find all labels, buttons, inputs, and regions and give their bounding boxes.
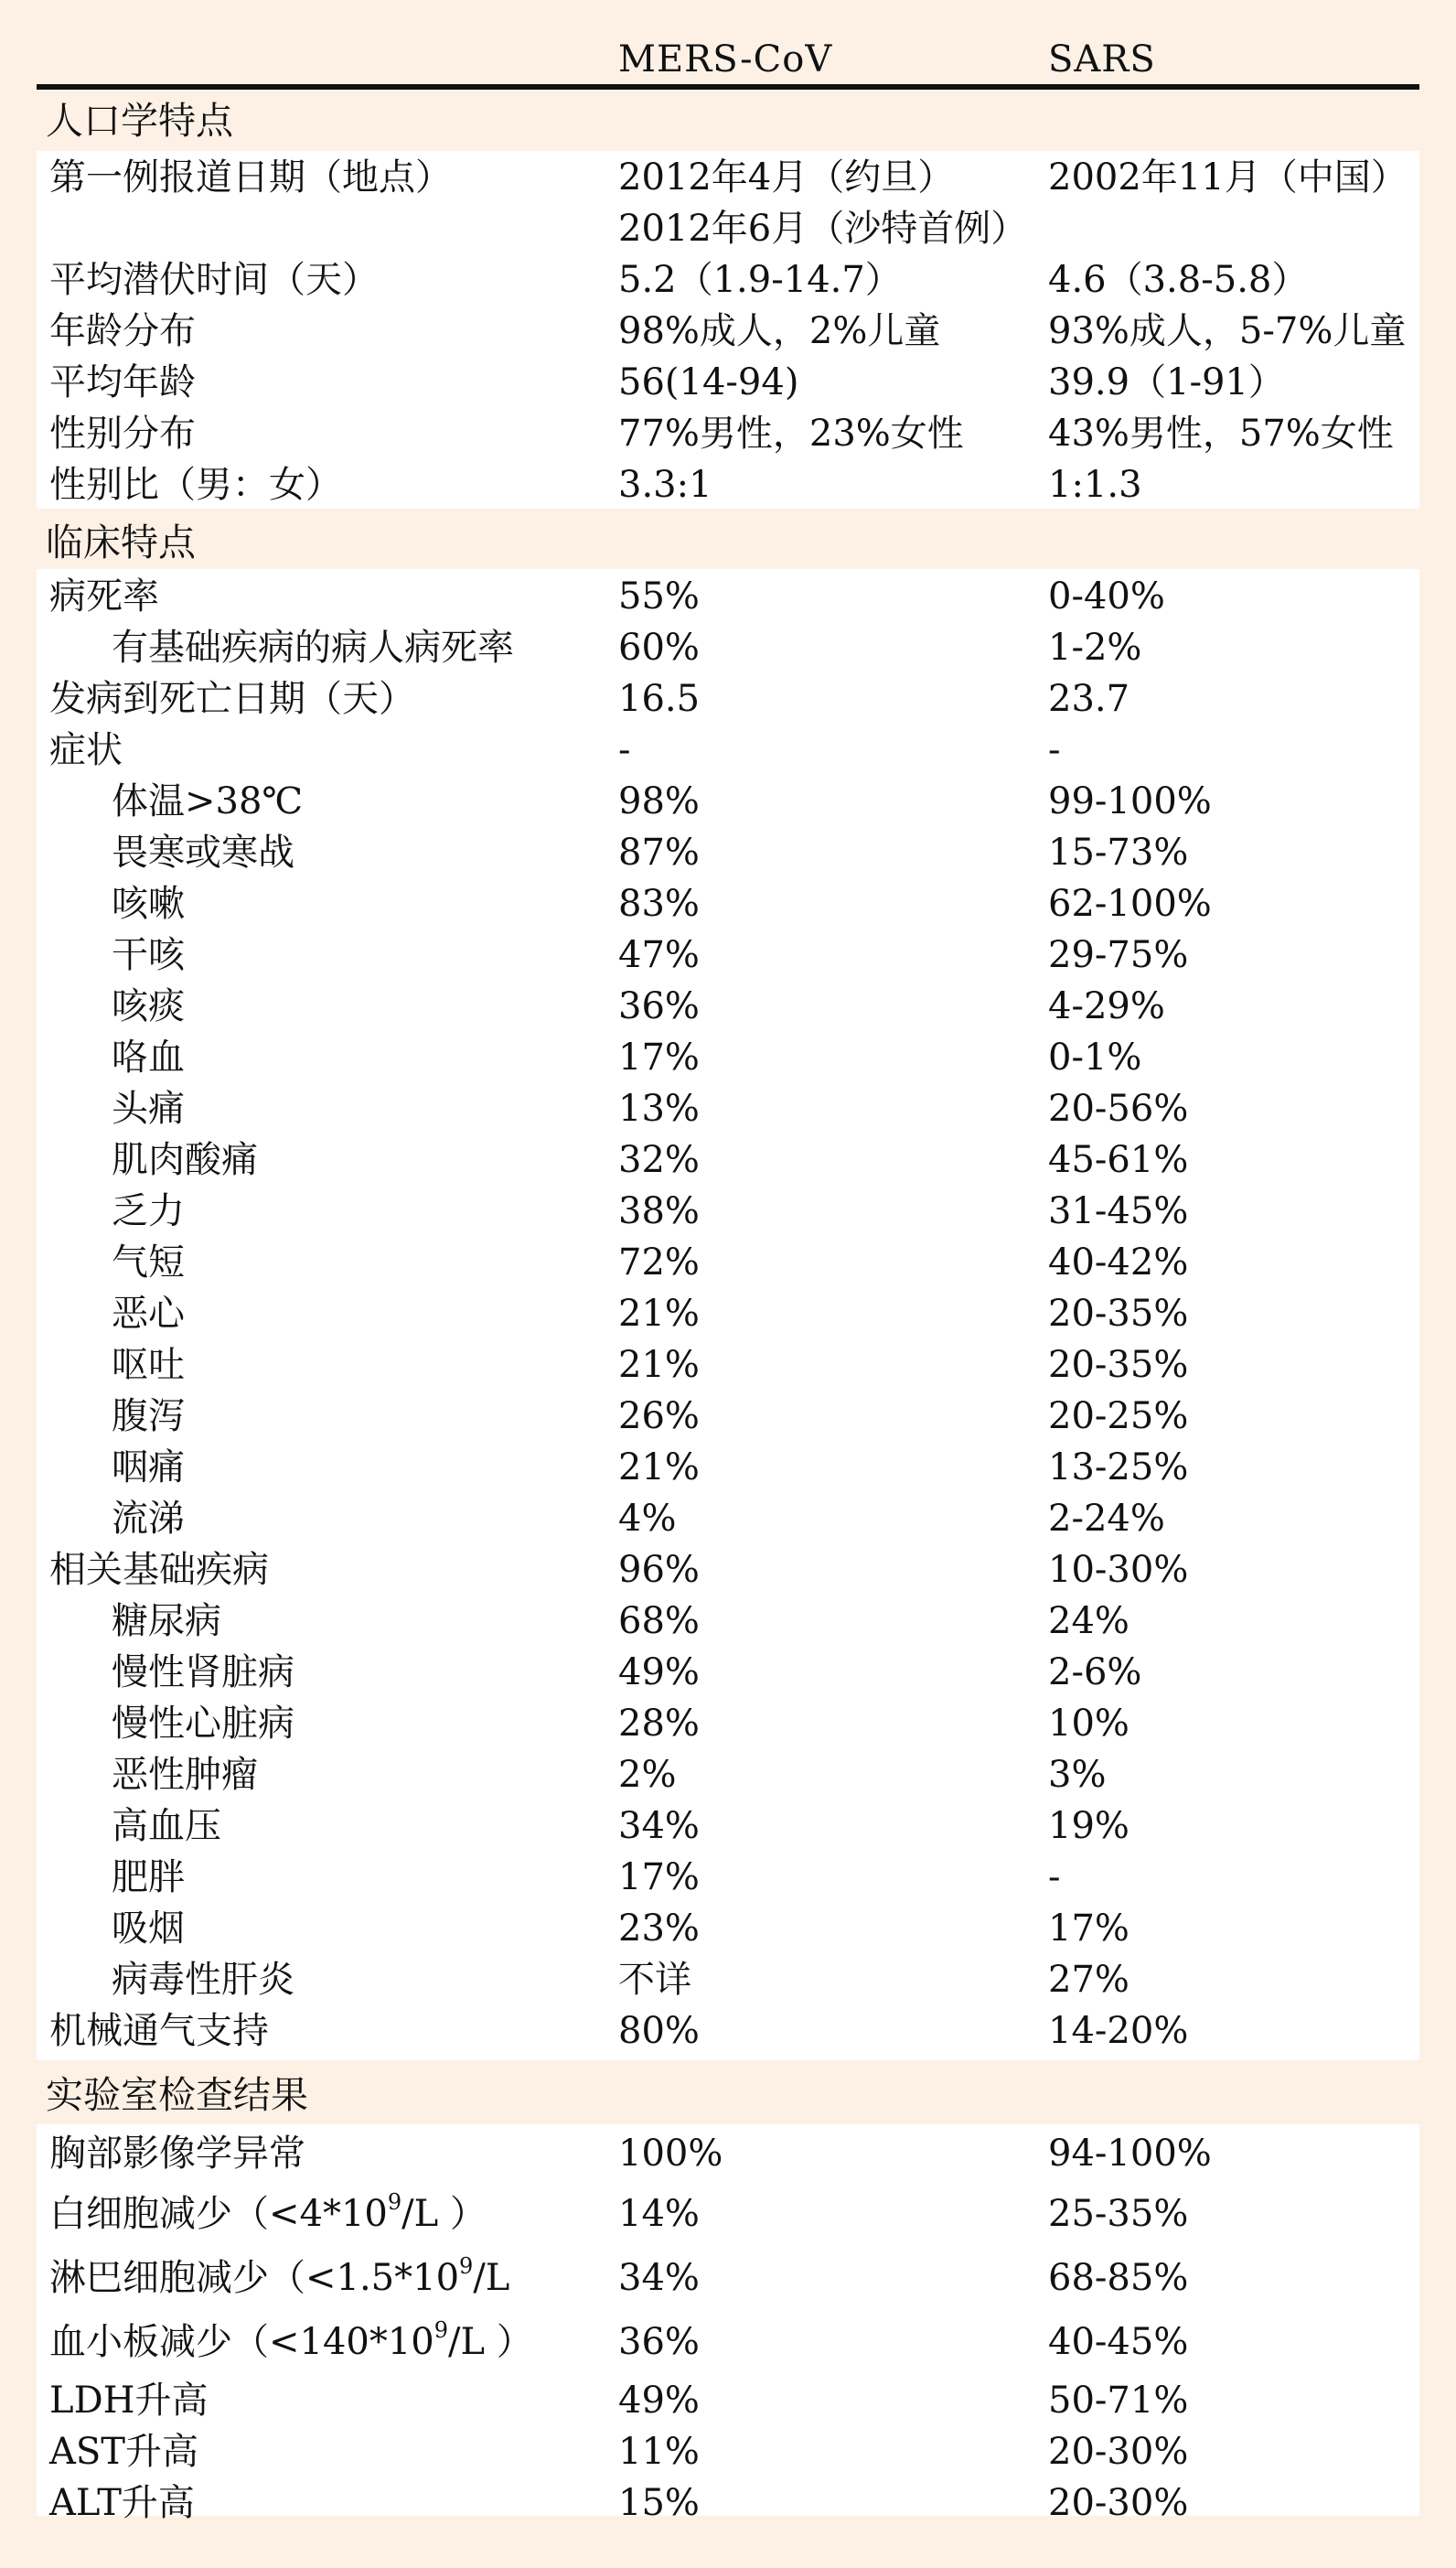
mers-value: 5.2（1.9-14.7） xyxy=(618,259,902,301)
row-label: 体温>38℃ xyxy=(112,780,304,822)
table-row xyxy=(37,929,1419,981)
table-row xyxy=(37,725,1419,776)
section-title: 实验室检查结果 xyxy=(46,2073,308,2117)
sars-value: 2-6% xyxy=(1048,1651,1142,1693)
table-row xyxy=(37,408,1419,459)
sars-value: 27% xyxy=(1048,1959,1129,2001)
row-label: 咯血 xyxy=(112,1037,185,1079)
sars-value: 99-100% xyxy=(1048,780,1212,822)
mers-value: 13% xyxy=(618,1088,700,1130)
row-label-superscript: 9 xyxy=(459,2252,474,2279)
sars-value: 29-75% xyxy=(1048,934,1189,976)
table-row xyxy=(37,1800,1419,1852)
mers-value: 96% xyxy=(618,1549,700,1591)
table-row xyxy=(37,254,1419,306)
table-row xyxy=(37,1954,1419,2005)
mers-value: 15% xyxy=(618,2482,700,2524)
table-row xyxy=(37,2426,1419,2477)
row-label: 咽痛 xyxy=(112,1446,185,1488)
sars-value: 39.9（1-91） xyxy=(1048,361,1285,403)
mers-value: 2% xyxy=(618,1754,677,1796)
table-row xyxy=(37,1493,1419,1544)
row-label-superscript: 9 xyxy=(387,2188,402,2215)
table-row xyxy=(37,1903,1419,1954)
row-label: ALT升高 xyxy=(49,2482,195,2524)
row-label: 病毒性肝炎 xyxy=(112,1959,294,2001)
table-row xyxy=(37,878,1419,929)
row-label: 咳嗽 xyxy=(112,883,185,925)
row-label: 白细胞减少（$<4*10^9/L$ ） xyxy=(49,2188,487,2235)
row-label: 恶性肿瘤 xyxy=(112,1754,258,1796)
mers-value: 72% xyxy=(618,1241,700,1284)
table-row xyxy=(37,1544,1419,1596)
mers-value: 17% xyxy=(618,1037,700,1079)
row-label: 气短 xyxy=(112,1241,185,1284)
table-row xyxy=(37,1698,1419,1749)
row-label: 慢性心脏病 xyxy=(112,1703,294,1745)
sars-value: 15-73% xyxy=(1048,832,1189,874)
mers-value: 28% xyxy=(618,1703,700,1745)
mers-value: 83% xyxy=(618,883,700,925)
row-label: 有基础疾病的病人病死率 xyxy=(112,627,514,669)
sars-value: 0-40% xyxy=(1048,575,1165,618)
row-label: 畏寒或寒战 xyxy=(112,832,294,874)
row-label: 淋巴细胞减少（$<1.5*10^9/L$ xyxy=(49,2252,510,2299)
sars-value: 20-35% xyxy=(1048,1293,1189,1335)
mers-value: 34% xyxy=(618,1805,700,1847)
row-label: 高血压 xyxy=(112,1805,221,1847)
row-label: 相关基础疾病 xyxy=(49,1549,269,1591)
sars-value: 1:1.3 xyxy=(1048,464,1142,506)
row-label-superscript: 9 xyxy=(434,2316,449,2343)
section-title: 人口学特点 xyxy=(46,99,233,143)
mers-value: 3.3:1 xyxy=(618,464,712,506)
table-row xyxy=(37,1391,1419,1442)
table-row xyxy=(37,776,1419,827)
row-label: 流涕 xyxy=(112,1498,185,1540)
table-row xyxy=(37,152,1419,203)
row-label: 咳痰 xyxy=(112,985,185,1027)
table-row xyxy=(37,1749,1419,1800)
sars-value: 2-24% xyxy=(1048,1498,1165,1540)
mers-value: 56(14-94) xyxy=(618,361,799,403)
mers-value: 49% xyxy=(618,2380,700,2422)
mers-value: 38% xyxy=(618,1190,700,1232)
row-label: 恶心 xyxy=(112,1293,185,1335)
mers-value: 100% xyxy=(618,2133,723,2175)
sars-value: 4.6（3.8-5.8） xyxy=(1048,259,1309,301)
mers-value: 49% xyxy=(618,1651,700,1693)
table-row xyxy=(37,1339,1419,1391)
table-row xyxy=(37,459,1419,510)
table-row xyxy=(37,1288,1419,1339)
mers-value: 21% xyxy=(618,1446,700,1488)
mers-value: 32% xyxy=(618,1139,700,1181)
mers-value: 47% xyxy=(618,934,700,976)
table-row xyxy=(37,571,1419,622)
table-row xyxy=(37,2005,1419,2057)
table-row xyxy=(37,1032,1419,1083)
sars-value: 0-1% xyxy=(1048,1037,1142,1079)
mers-value: 26% xyxy=(618,1395,700,1437)
sars-value: 94-100% xyxy=(1048,2133,1212,2175)
sars-value: 3% xyxy=(1048,1754,1107,1796)
row-label: 平均潜伏时间（天） xyxy=(49,259,379,301)
row-label: 平均年龄 xyxy=(49,361,196,403)
sars-value: 40-45% xyxy=(1048,2321,1189,2363)
row-label: 第一例报道日期（地点） xyxy=(49,156,452,199)
mers-value: 68% xyxy=(618,1600,700,1642)
sars-value: 1-2% xyxy=(1048,627,1142,669)
header-sars: SARS xyxy=(1048,38,1156,81)
row-label: 呕吐 xyxy=(112,1344,185,1386)
sars-value: 20-56% xyxy=(1048,1088,1189,1130)
mers-value: 98% xyxy=(618,780,700,822)
row-label: AST升高 xyxy=(49,2431,198,2473)
row-label: 乏力 xyxy=(112,1190,185,1232)
mers-value: 4% xyxy=(618,1498,677,1540)
table-row xyxy=(37,1186,1419,1237)
sars-value: 43%男性，57%女性 xyxy=(1048,413,1394,455)
sars-value: 10-30% xyxy=(1048,1549,1189,1591)
table-row xyxy=(37,2252,1419,2304)
sars-value: 40-42% xyxy=(1048,1241,1189,1284)
mers-value: 77%男性，23%女性 xyxy=(618,413,964,455)
mers-value: 34% xyxy=(618,2257,700,2299)
mers-value: 不详 xyxy=(618,1959,691,2001)
table-row xyxy=(37,2128,1419,2179)
row-label: 肥胖 xyxy=(112,1856,185,1898)
mers-value: 87% xyxy=(618,832,700,874)
sars-value: 23.7 xyxy=(1048,678,1130,720)
row-label: 年龄分布 xyxy=(49,310,196,352)
table-row xyxy=(37,622,1419,673)
sars-value: 19% xyxy=(1048,1805,1129,1847)
sars-value: 25-35% xyxy=(1048,2193,1189,2235)
mers-value: - xyxy=(618,729,631,771)
row-label: 发病到死亡日期（天） xyxy=(49,678,415,720)
section-title: 临床特点 xyxy=(46,521,196,564)
sars-value: 4-29% xyxy=(1048,985,1165,1027)
table-row xyxy=(37,1237,1419,1288)
row-label: 肌肉酸痛 xyxy=(112,1139,258,1181)
sars-value: 14-20% xyxy=(1048,2010,1189,2052)
sars-value: 50-71% xyxy=(1048,2380,1189,2422)
mers-value: 80% xyxy=(618,2010,700,2052)
mers-value: 17% xyxy=(618,1856,700,1898)
sars-value: 13-25% xyxy=(1048,1446,1189,1488)
row-label: 干咳 xyxy=(112,934,185,976)
row-label: 慢性肾脏病 xyxy=(112,1651,294,1693)
row-label: 吸烟 xyxy=(112,1907,185,1950)
sars-value: 2002年11月（中国） xyxy=(1048,156,1408,199)
table-row xyxy=(37,1442,1419,1493)
sars-value: 20-30% xyxy=(1048,2431,1189,2473)
table-row xyxy=(37,1083,1419,1134)
row-label: 糖尿病 xyxy=(112,1600,221,1642)
sars-value: 62-100% xyxy=(1048,883,1212,925)
mers-value: 36% xyxy=(618,985,700,1027)
sars-value: 31-45% xyxy=(1048,1190,1189,1232)
row-label: 血小板减少（$<140*10^9/L$ ） xyxy=(49,2316,533,2363)
mers-value: 36% xyxy=(618,2321,700,2363)
sars-value: 68-85% xyxy=(1048,2257,1189,2299)
row-label: 机械通气支持 xyxy=(49,2010,269,2052)
mers-value: 98%成人，2%儿童 xyxy=(618,310,941,352)
table-row xyxy=(37,2188,1419,2240)
mers-value: 2012年6月（沙特首例） xyxy=(618,208,1028,250)
mers-value: 21% xyxy=(618,1293,700,1335)
mers-value: 2012年4月（约旦） xyxy=(618,156,955,199)
row-label: 头痛 xyxy=(112,1088,185,1130)
sars-value: - xyxy=(1048,729,1061,771)
row-label: LDH升高 xyxy=(49,2380,209,2422)
mers-value: 60% xyxy=(618,627,700,669)
table-row xyxy=(37,1852,1419,1903)
sars-value: 24% xyxy=(1048,1600,1129,1642)
row-label: 胸部影像学异常 xyxy=(49,2133,305,2175)
sars-value: 93%成人，5-7%儿童 xyxy=(1048,310,1407,352)
row-label: 性别分布 xyxy=(49,413,196,455)
mers-value: 11% xyxy=(618,2431,700,2473)
row-label: 症状 xyxy=(49,729,123,771)
table-row xyxy=(37,357,1419,408)
mers-value: 55% xyxy=(618,575,700,618)
table-row xyxy=(37,2477,1419,2529)
mers-value: 23% xyxy=(618,1907,700,1950)
row-label: 腹泻 xyxy=(112,1395,185,1437)
table-row xyxy=(37,2375,1419,2426)
sars-value: 17% xyxy=(1048,1907,1129,1950)
table-row xyxy=(37,1647,1419,1698)
sars-value: 20-25% xyxy=(1048,1395,1189,1437)
table-row xyxy=(37,1596,1419,1647)
table-row xyxy=(37,673,1419,725)
sars-value: 20-35% xyxy=(1048,1344,1189,1386)
row-label: 病死率 xyxy=(49,575,159,618)
row-label: 性别比（男：女） xyxy=(49,464,342,506)
table-row xyxy=(37,2316,1419,2368)
table-row xyxy=(37,981,1419,1032)
header-rule xyxy=(37,84,1419,90)
table-row xyxy=(37,1134,1419,1186)
header-mers: MERS-CoV xyxy=(618,38,833,81)
mers-value: 14% xyxy=(618,2193,700,2235)
table-row xyxy=(37,306,1419,357)
table-header xyxy=(37,0,1419,95)
table-row xyxy=(37,203,1419,254)
sars-value: 20-30% xyxy=(1048,2482,1189,2524)
mers-value: 16.5 xyxy=(618,678,701,720)
sars-value: 45-61% xyxy=(1048,1139,1189,1181)
sars-value: - xyxy=(1048,1856,1061,1898)
table-row xyxy=(37,827,1419,878)
sars-value: 10% xyxy=(1048,1703,1129,1745)
mers-value: 21% xyxy=(618,1344,700,1386)
